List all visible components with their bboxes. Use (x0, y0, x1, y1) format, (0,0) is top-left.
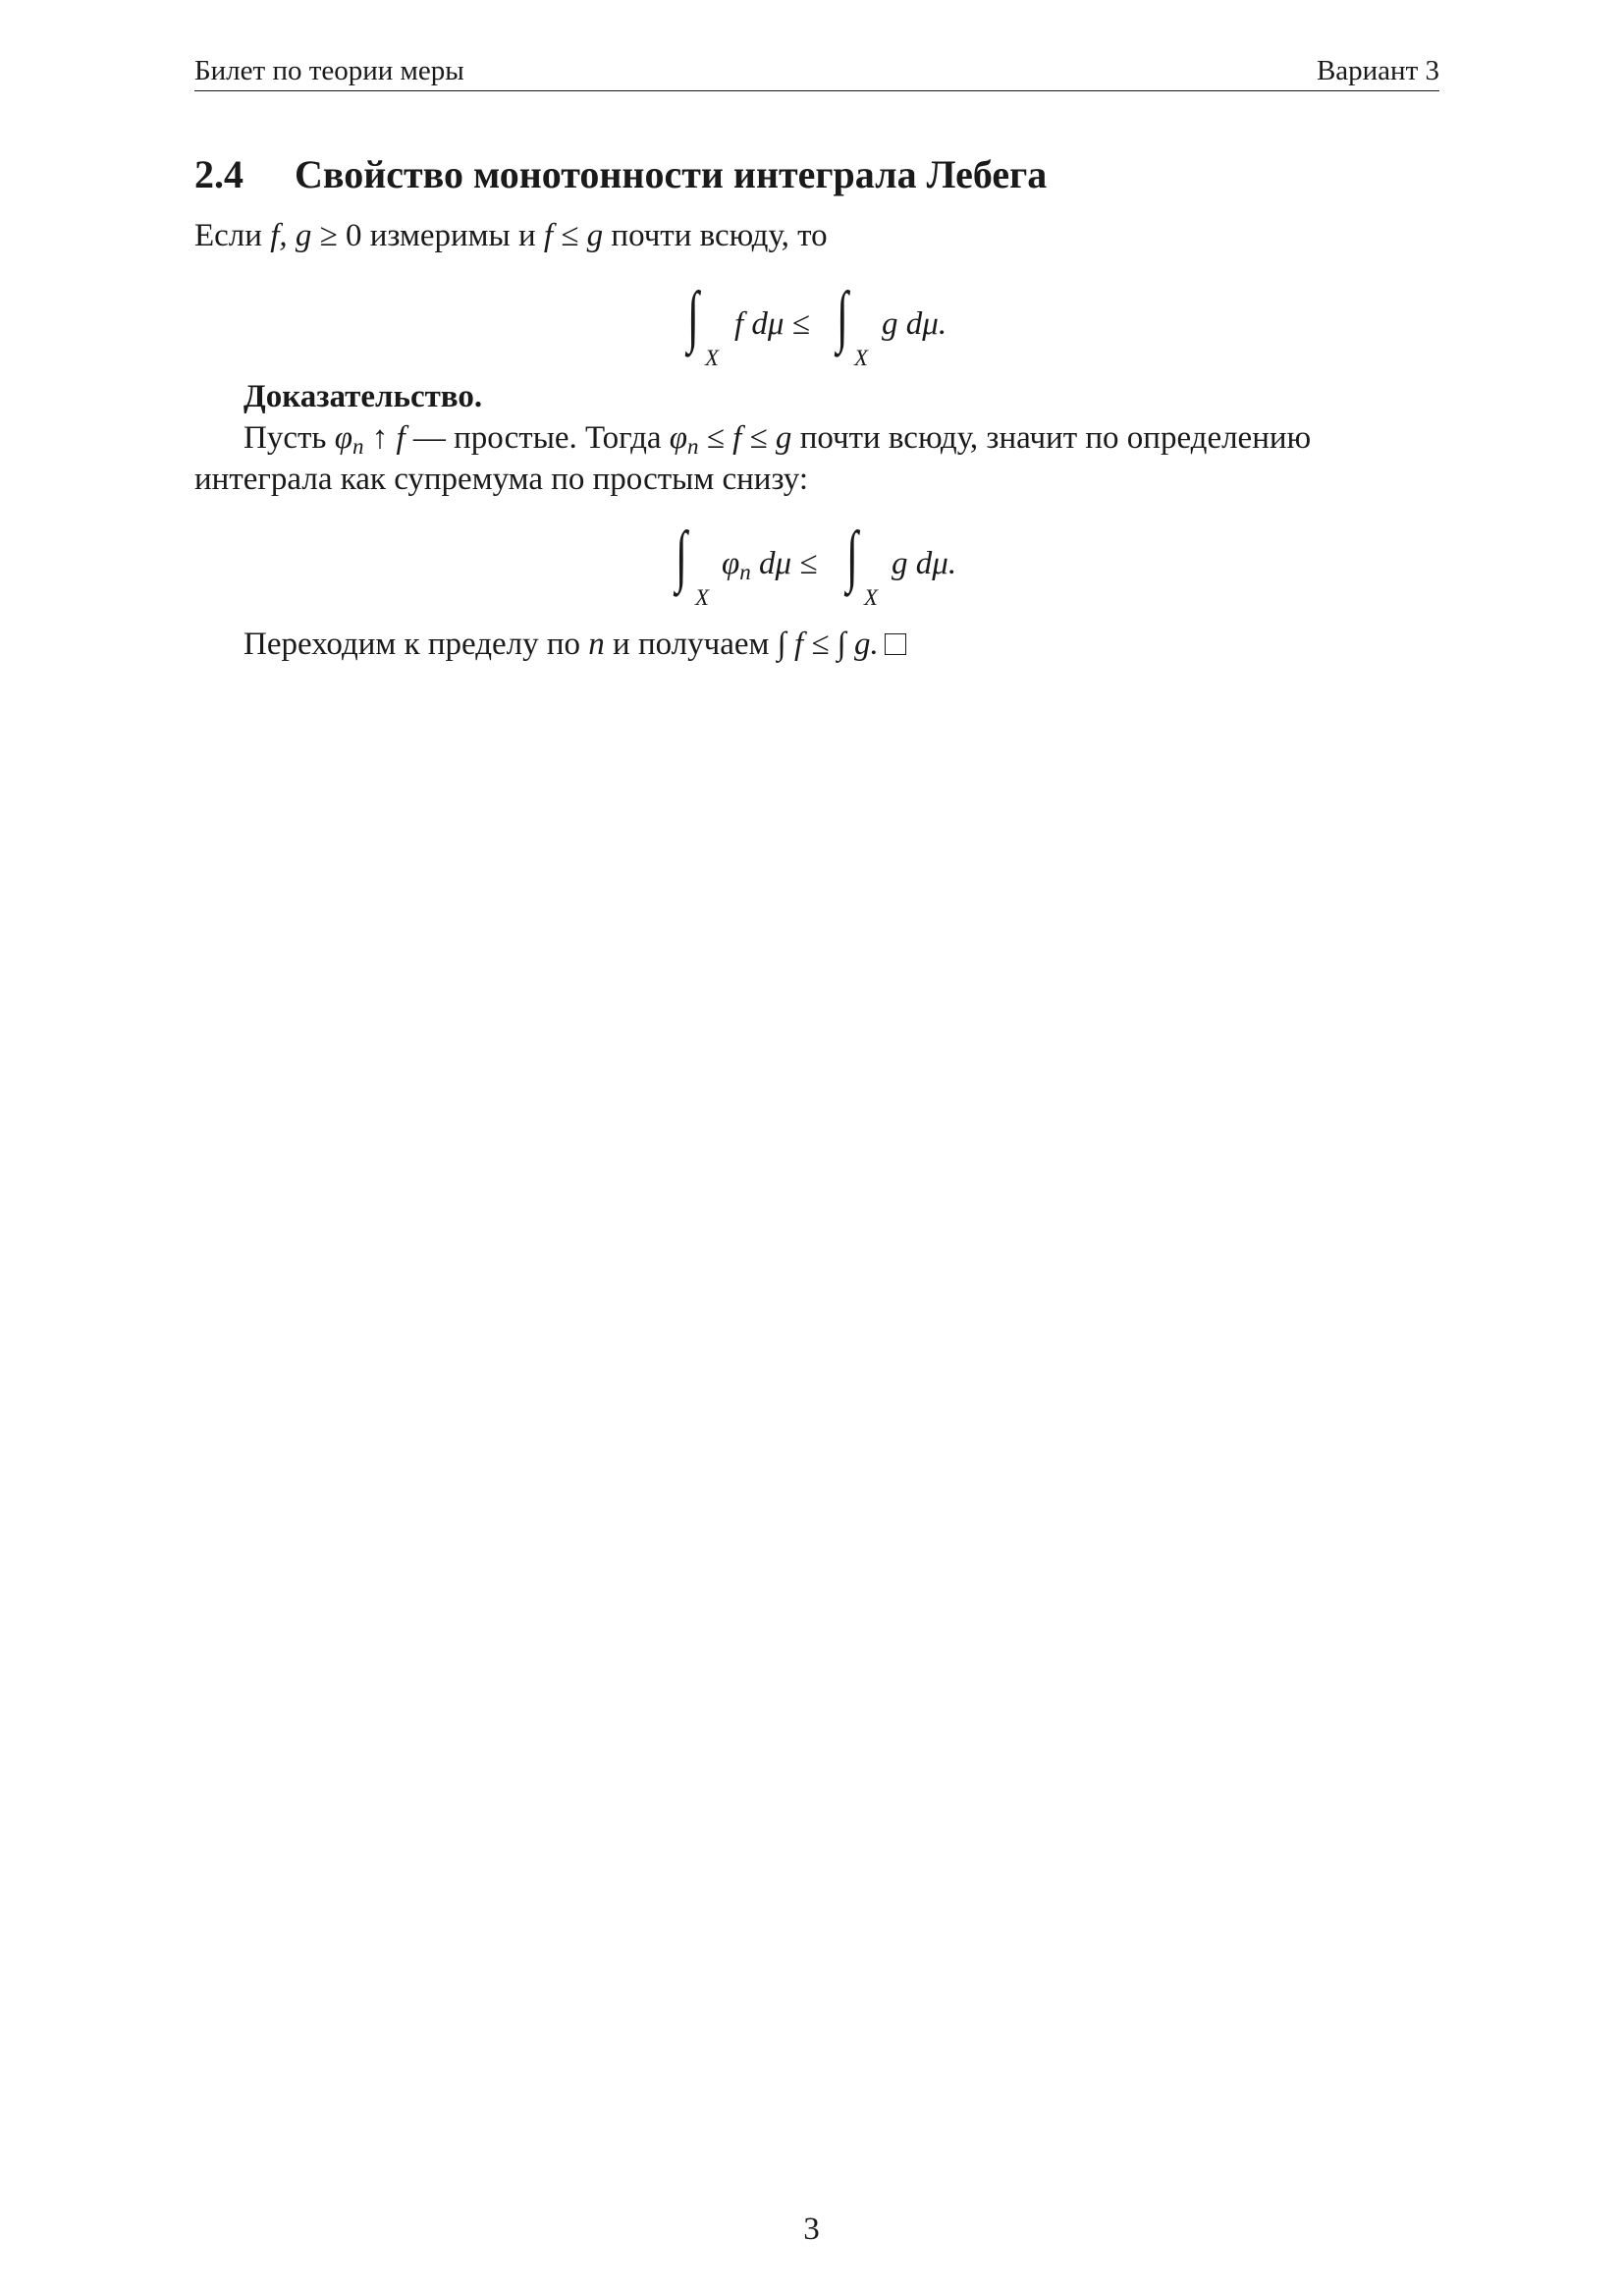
section-heading (194, 151, 1047, 197)
section-number: 2.4 (194, 152, 243, 196)
conclusion-prefix: Переходим к пределу по (243, 627, 589, 662)
phi-subscript-2: n (687, 434, 699, 459)
statement-middle: измеримы и (361, 218, 544, 253)
statement-suffix: почти всюду, то (603, 218, 828, 253)
integral-sign-left: ∫ (687, 279, 699, 355)
integral-domain-left-2: X (695, 585, 710, 610)
proof-arrow: ↑ (363, 420, 397, 456)
integral-sign-right: ∫ (837, 279, 848, 355)
statement-fg: f, g (270, 218, 312, 253)
conclusion-n: n (588, 627, 605, 662)
integral-domain-left: X (705, 346, 720, 370)
proof-label: Доказательство. (243, 379, 483, 414)
integral-sign-left-2: ∫ (676, 519, 687, 594)
proof-conclusion (243, 627, 906, 663)
integral-domain-right: X (854, 346, 869, 370)
proof-line-1 (243, 420, 1311, 457)
integral-sign-right-2: ∫ (846, 519, 858, 594)
phi-symbol-2: φ (669, 420, 688, 456)
integral-domain-right-2: X (864, 585, 879, 610)
proof-text-a: Пусть (243, 420, 335, 456)
header-title: Билет по теории меры (194, 55, 464, 86)
formula1-right: g dμ. (882, 306, 947, 342)
statement-geq: ≥ 0 (311, 218, 362, 253)
phi-subscript: n (352, 434, 364, 459)
formula2-left (722, 546, 817, 582)
proof-f: f (396, 420, 406, 456)
formula2-phi-subscript: n (739, 560, 751, 584)
proof-text-d: почти всюду, значит по определению (791, 420, 1312, 456)
formula2-left-rest: dμ ≤ (750, 546, 818, 581)
formula2-right: g dμ. (892, 546, 957, 581)
phi-symbol: φ (334, 420, 352, 456)
statement-f-le-g: f ≤ g (543, 218, 604, 253)
header-variant: Вариант 3 (1316, 55, 1439, 86)
qed-box-icon (885, 633, 906, 655)
proof-text-c: — простые. Тогда (405, 420, 670, 456)
running-header (194, 51, 1439, 91)
conclusion-middle: и получаем (604, 627, 778, 662)
section-title-text: Свойство монотонности интеграла Лебега (295, 152, 1048, 196)
theorem-statement (194, 218, 828, 254)
statement-prefix: Если (194, 218, 271, 253)
formula1-left: f dμ ≤ (734, 306, 810, 342)
formula2-phi: φ (722, 546, 740, 581)
conclusion-expression: ∫ f ≤ ∫ g. (777, 627, 879, 662)
proof-line-2: интеграла как супремума по простым снизу: (194, 462, 809, 497)
proof-inequality: ≤ f ≤ g (698, 420, 792, 456)
page-number: 3 (803, 2212, 820, 2247)
